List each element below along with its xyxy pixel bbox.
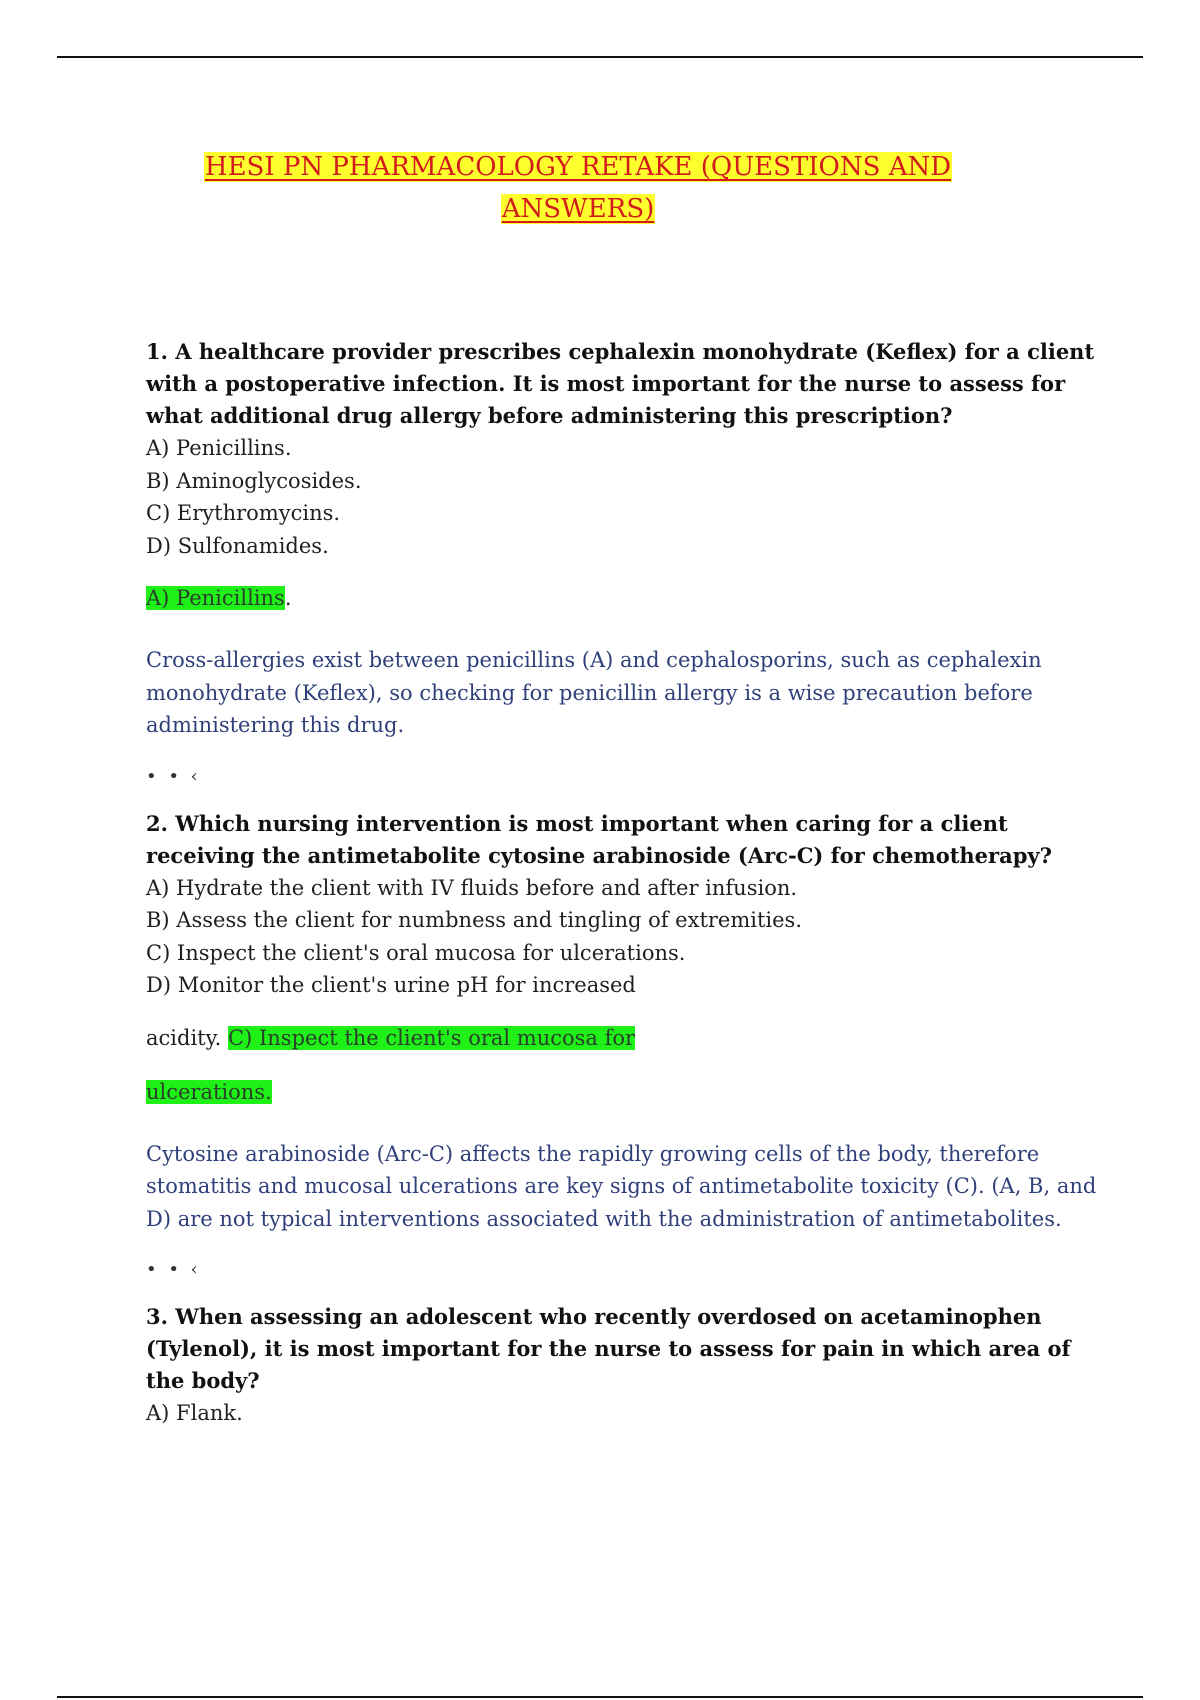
q2-correct-answer-part-2: ulcerations. — [146, 1079, 272, 1104]
question-block-1 — [146, 336, 1106, 790]
document-title — [160, 146, 996, 230]
q2-option-b: B) Assess the client for numbness and tingling of extremities. — [146, 908, 803, 932]
question-stem-2: 2. Which nursing intervention is most important when caring for a client receiving the antimetabolite cytosine arabinoside (Arc-C) for chemotherapy? — [146, 810, 1052, 868]
q1-option-c: C) Erythromycins. — [146, 501, 341, 525]
q1-explanation: Cross-allergies exist between penicillins (A) and cephalosporins, such as cephalexin monohydrate (Keflex), so checking for penicillin allergy is a wise precaution before administering this drug. — [146, 648, 1042, 737]
question-block-2 — [146, 808, 1106, 1284]
title-line-1: HESI PN PHARMACOLOGY RETAKE (QUESTIONS AND — [204, 152, 952, 182]
document-body — [146, 336, 1106, 1430]
q2-correct-answer-part-1: C) Inspect the client's oral mucosa for — [228, 1025, 636, 1050]
q2-answer-line — [146, 1022, 1106, 1054]
bottom-rule — [57, 1696, 1143, 1698]
q2-option-d: D) Monitor the client's urine pH for increased — [146, 973, 636, 997]
question-block-3 — [146, 1301, 1106, 1430]
q1-option-a: A) Penicillins. — [146, 436, 292, 460]
separator-1: • • ‹ — [146, 765, 201, 787]
q1-answer-line — [146, 582, 1106, 614]
q2-option-tail: acidity. — [146, 1025, 222, 1050]
question-stem-3: 3. When assessing an adolescent who recently overdosed on acetaminophen (Tylenol), it is most important for the nurse to assess for pain in which area of the body? — [146, 1304, 1071, 1393]
title-line-2: ANSWERS) — [501, 194, 655, 224]
q2-explanation: Cytosine arabinoside (Arc-C) affects the rapidly growing cells of the body, therefore stomatitis and mucosal ulcerations are key signs of antimetabolite toxicity (C). (A, B, and D) are not typical interventions associated with the administration of antimetabolites. — [146, 1141, 1097, 1231]
top-rule — [57, 56, 1143, 58]
q2-option-a: A) Hydrate the client with IV fluids before and after infusion. — [146, 875, 798, 900]
q2-option-c: C) Inspect the client's oral mucosa for ulcerations. — [146, 940, 686, 965]
q1-option-b: B) Aminoglycosides. — [146, 468, 362, 493]
q2-answer-line-2 — [146, 1076, 1106, 1108]
q1-correct-answer: A) Penicillins — [146, 586, 285, 610]
separator-2: • • ‹ — [146, 1259, 201, 1280]
q1-answer-suffix: . — [284, 586, 292, 610]
q3-option-a: A) Flank. — [146, 1401, 243, 1425]
question-stem-1: 1. A healthcare provider prescribes cephalexin monohydrate (Keflex) for a client with a postoperative infection. It is most important for the nurse to assess for what additional drug allergy before administering this prescription? — [146, 339, 1095, 428]
q1-option-d: D) Sulfonamides. — [146, 533, 329, 558]
